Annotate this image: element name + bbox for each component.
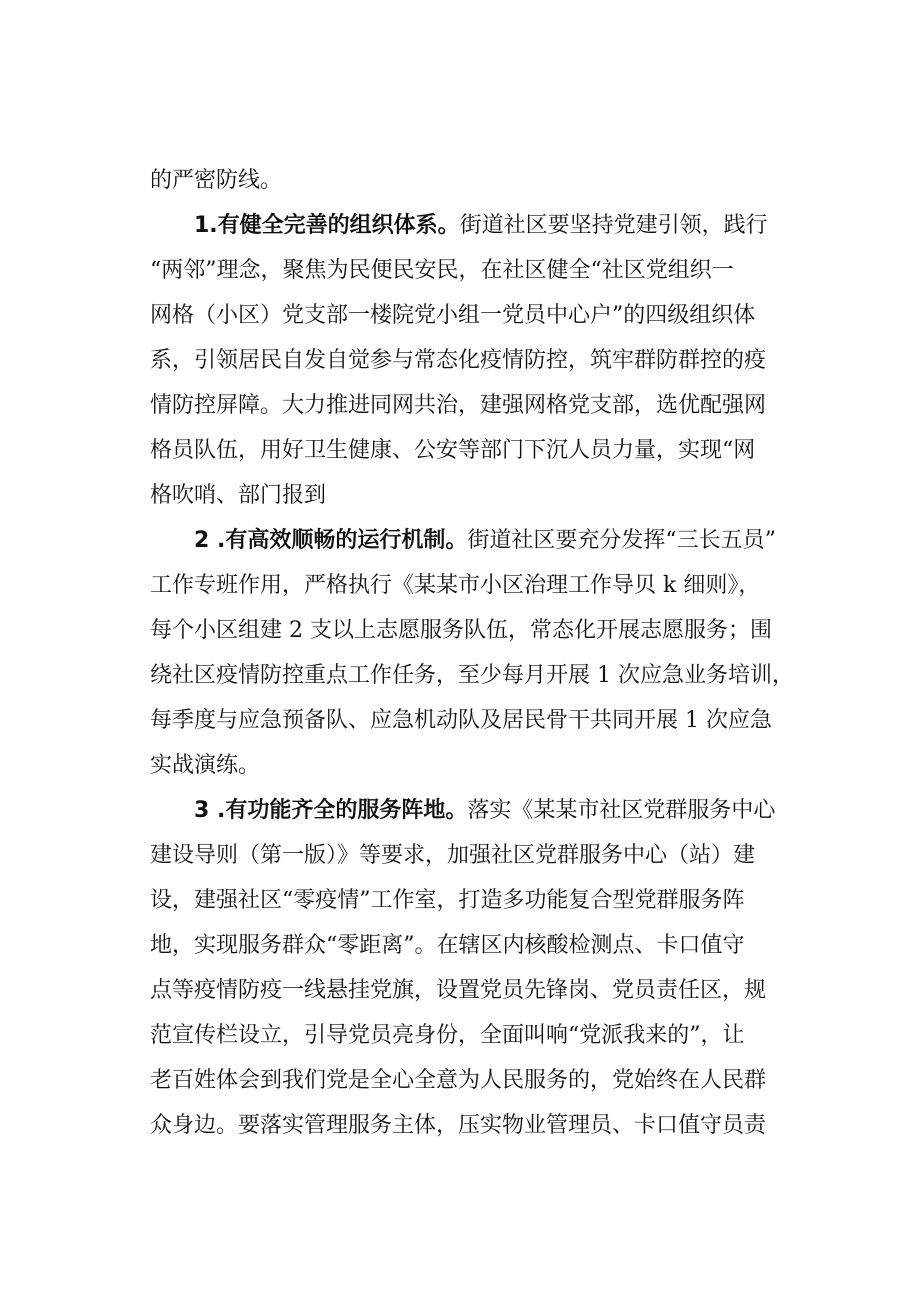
text-line: 众身边。要落实管理服务主体，压实物业管理员、卡口值守员责 xyxy=(150,1113,767,1138)
section-heading: 3 .有功能齐全的服务阵地。 xyxy=(194,798,468,823)
text-line: 每个小区组建 2 支以上志愿服务队伍，常态化开展志愿服务；围 xyxy=(150,618,772,643)
text-line: 地，实现服务群众“零距离”。在辖区内核酸检测点、卡口值守 xyxy=(150,933,745,958)
section-heading-line: 3 .有功能齐全的服务阵地。落实《某某市社区党群服务中心 xyxy=(194,798,776,823)
section-heading-line: 1.有健全完善的组织体系。街道社区要坚持党建引领，践行 xyxy=(194,213,768,238)
section-heading-line: 2 .有高效顺畅的运行机制。街道社区要充分发挥“三长五员” xyxy=(194,528,776,553)
text-line: 格吹哨、部门报到 xyxy=(150,483,327,508)
text-line: 范宣传栏设立，引导党员亮身份，全面叫响“党派我来的”，让 xyxy=(150,1023,745,1048)
text-line: 的严密防线。 xyxy=(150,168,283,193)
section-heading: 2 .有高效顺畅的运行机制。 xyxy=(194,528,468,553)
text-line: 网格（小区）党支部一楼院党小组一党员中心户”的四级组织体 xyxy=(150,303,756,328)
text-line: 工作专班作用，严格执行《某某市小区治理工作导贝 k 细则》， xyxy=(150,573,761,598)
text-line: 实战演练。 xyxy=(150,753,261,778)
body-text xyxy=(150,158,810,1148)
text-line: “两邻”理念，聚焦为民便民安民，在社区健全“社区党组织一 xyxy=(150,258,734,283)
text-line: 每季度与应急预备队、应急机动队及居民骨干共同开展 1 次应急 xyxy=(150,708,772,733)
text-line: 点等疫情防疫一线悬挂党旗，设置党员先锋岗、党员责任区，规 xyxy=(150,978,767,1003)
text-line: 设，建强社区“零疫情”工作室，打造多功能复合型党群服务阵 xyxy=(150,888,745,913)
text-line: 格员队伍，用好卫生健康、公安等部门下沉人员力量，实现“网 xyxy=(150,438,756,463)
text-line: 老百姓体会到我们党是全心全意为人民服务的，党始终在人民群 xyxy=(150,1068,767,1093)
section-heading: 1.有健全完善的组织体系。 xyxy=(194,213,460,238)
text-line: 情防控屏障。大力推进同网共治，建强网格党支部，选优配强网 xyxy=(150,393,767,418)
text-line: 绕社区疫情防控重点工作任务，至少每月开展 1 次应急业务培训， xyxy=(150,663,794,688)
text-line: 系，引领居民自发自觉参与常态化疫情防控，筑牢群防群控的疫 xyxy=(150,348,767,373)
text-line: 建设导则（第一版）》等要求，加强社区党群服务中心（站）建 xyxy=(150,843,756,868)
